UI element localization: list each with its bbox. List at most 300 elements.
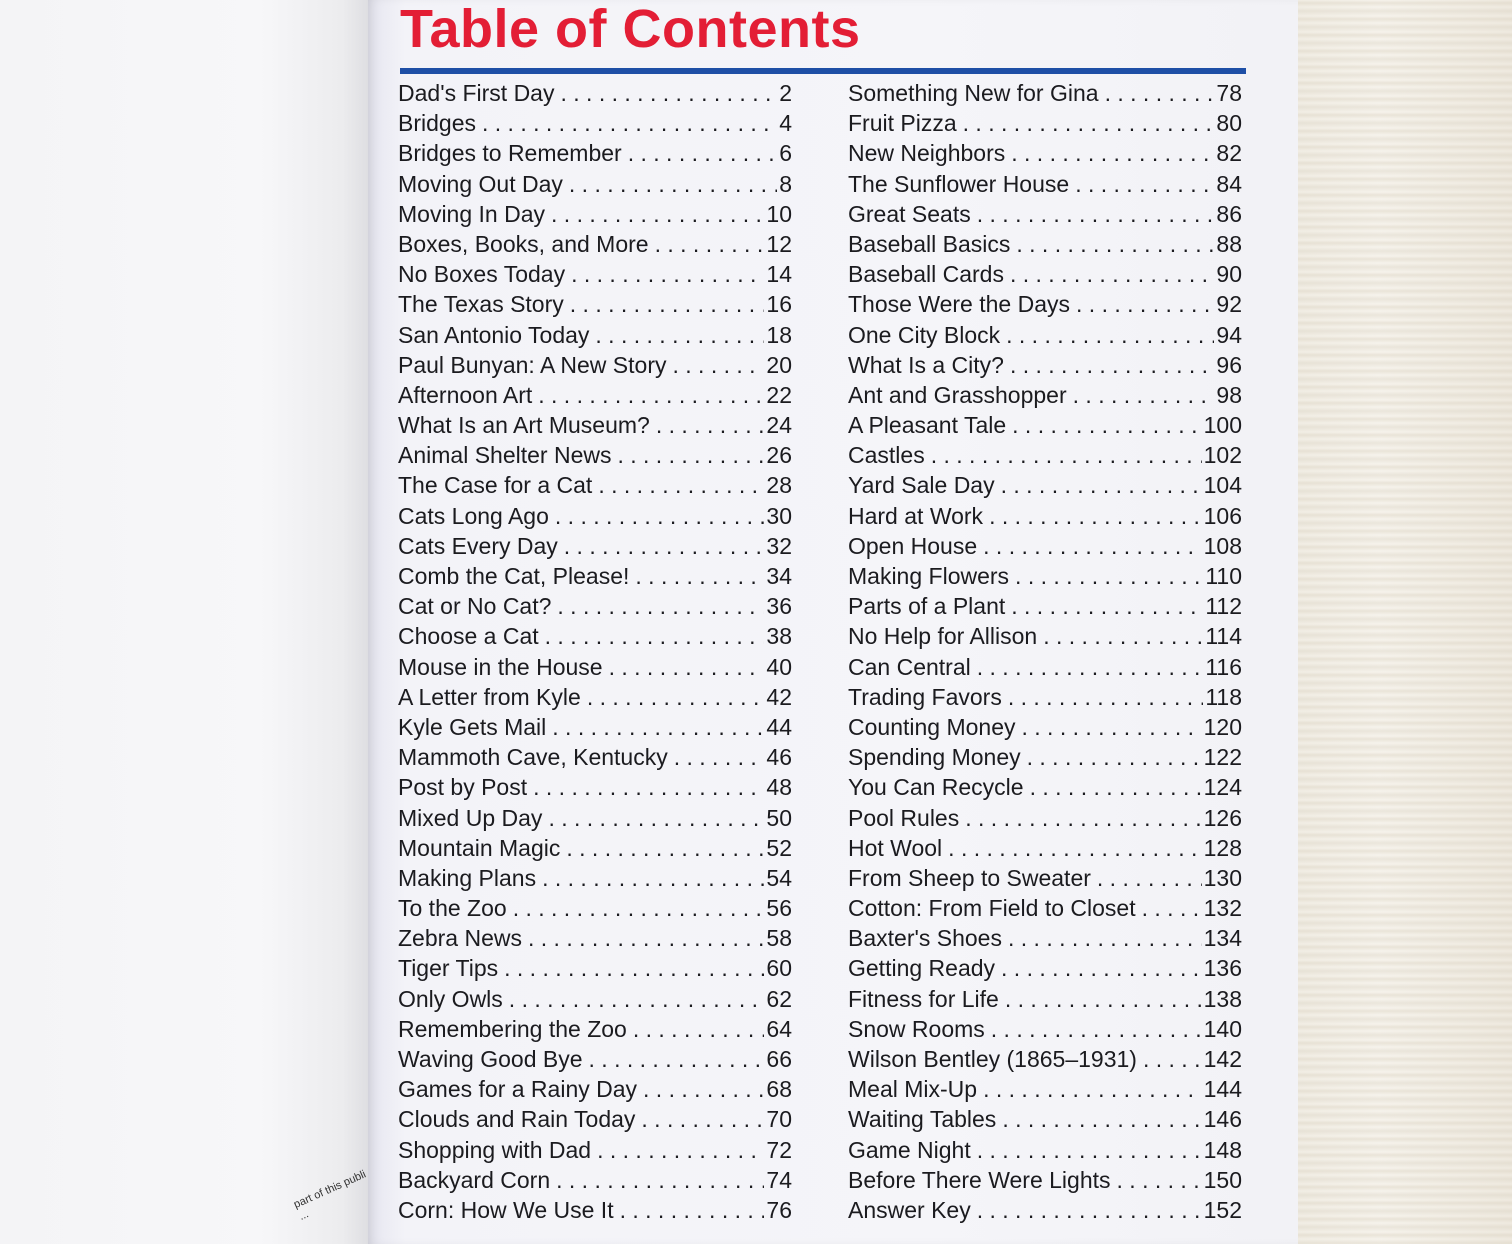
toc-entry-page-number: 134 xyxy=(1203,925,1242,952)
toc-entry-page-number: 52 xyxy=(766,834,792,861)
toc-entry-title: Bridges to Remember xyxy=(398,140,622,167)
toc-entry xyxy=(398,412,792,442)
toc-entry-title: Kyle Gets Mail xyxy=(398,713,547,740)
toc-dot-leader xyxy=(1043,623,1203,650)
toc-entry-page-number: 150 xyxy=(1203,1166,1242,1193)
toc-dot-leader xyxy=(587,684,765,711)
toc-dot-leader xyxy=(566,835,764,862)
toc-entry xyxy=(398,1197,792,1227)
toc-entry-title: Answer Key xyxy=(848,1196,971,1223)
toc-entry-page-number: 14 xyxy=(766,261,792,288)
toc-entry xyxy=(398,835,792,865)
toc-entry xyxy=(848,1046,1242,1076)
toc-entry xyxy=(848,1106,1242,1136)
toc-entry-title: Animal Shelter News xyxy=(398,442,612,469)
toc-entry-title: Open House xyxy=(848,532,978,559)
toc-entry xyxy=(848,412,1242,442)
toc-entry-page-number: 38 xyxy=(766,623,792,650)
toc-entry xyxy=(848,955,1242,985)
toc-entry xyxy=(848,1016,1242,1046)
toc-entry-page-number: 116 xyxy=(1205,653,1242,680)
toc-entry xyxy=(398,955,792,985)
toc-entry-page-number: 142 xyxy=(1203,1046,1242,1072)
toc-dot-leader xyxy=(570,291,765,318)
toc-entry-page-number: 76 xyxy=(766,1196,792,1223)
toc-dot-leader xyxy=(1143,1046,1202,1073)
toc-entry-page-number: 148 xyxy=(1203,1136,1242,1163)
toc-entry-page-number: 100 xyxy=(1203,412,1242,439)
toc-entry-title: No Help for Allison xyxy=(848,623,1038,650)
toc-entry xyxy=(398,503,792,533)
toc-entry xyxy=(398,201,792,231)
toc-entry-page-number: 126 xyxy=(1203,804,1242,831)
toc-dot-leader xyxy=(977,1197,1202,1224)
toc-entry-page-number: 98 xyxy=(1216,381,1242,408)
toc-dot-leader xyxy=(983,533,1201,560)
toc-entry-title: Making Plans xyxy=(398,864,537,891)
toc-entry xyxy=(848,835,1242,865)
toc-entry xyxy=(848,986,1242,1016)
toc-entry-page-number: 72 xyxy=(766,1136,792,1163)
toc-dot-leader xyxy=(555,503,765,530)
toc-dot-leader xyxy=(1011,593,1203,620)
toc-entry xyxy=(848,291,1242,321)
toc-entry-page-number: 22 xyxy=(766,381,792,408)
left-page xyxy=(0,0,372,1244)
toc-entry-page-number: 6 xyxy=(779,140,792,167)
toc-entry-title: Can Central xyxy=(848,653,971,680)
toc-entry-page-number: 2 xyxy=(779,80,792,106)
toc-dot-leader xyxy=(589,1046,765,1073)
toc-dot-leader xyxy=(569,171,777,198)
toc-entry xyxy=(398,593,792,623)
toc-entry xyxy=(848,503,1242,533)
toc-entry-page-number: 136 xyxy=(1203,955,1242,982)
toc-dot-leader xyxy=(513,895,765,922)
toc-entry-page-number: 32 xyxy=(766,532,792,559)
toc-entry-page-number: 122 xyxy=(1203,744,1242,771)
toc-entry-title: Fitness for Life xyxy=(848,985,999,1012)
toc-entry xyxy=(848,623,1242,653)
toc-entry-title: A Pleasant Tale xyxy=(848,412,1007,439)
toc-entry-title: Tiger Tips xyxy=(398,955,499,982)
toc-entry-page-number: 12 xyxy=(766,230,792,257)
toc-dot-leader xyxy=(509,986,765,1013)
toc-entry-title: Corn: How We Use It xyxy=(398,1196,614,1223)
toc-dot-leader xyxy=(948,835,1201,862)
toc-entry xyxy=(398,986,792,1016)
toc-dot-leader xyxy=(977,201,1215,228)
toc-entry-title: Moving In Day xyxy=(398,200,546,227)
toc-entry-title: Baseball Cards xyxy=(848,261,1004,288)
toc-dot-leader xyxy=(977,654,1204,681)
toc-entry-page-number: 106 xyxy=(1203,502,1242,529)
toc-dot-leader xyxy=(482,110,777,137)
toc-entry xyxy=(848,865,1242,895)
toc-entry xyxy=(398,1046,792,1076)
toc-entry-title: San Antonio Today xyxy=(398,321,590,348)
toc-entry-page-number: 60 xyxy=(766,955,792,982)
toc-dot-leader xyxy=(1005,986,1202,1013)
toc-entry-page-number: 46 xyxy=(766,744,792,771)
toc-entry-title: Clouds and Rain Today xyxy=(398,1106,636,1133)
toc-entry-title: Post by Post xyxy=(398,774,528,801)
wooden-table-surface xyxy=(1290,0,1512,1244)
toc-dot-leader xyxy=(617,442,764,469)
toc-dot-leader xyxy=(1012,412,1201,439)
fineprint-line: ... xyxy=(297,1208,311,1223)
toc-entry-title: Shopping with Dad xyxy=(398,1136,592,1163)
toc-entry-page-number: 24 xyxy=(766,412,792,439)
toc-column-right xyxy=(848,80,1242,1227)
toc-dot-leader xyxy=(1011,140,1214,167)
toc-entry xyxy=(848,805,1242,835)
toc-dot-leader xyxy=(533,774,764,801)
toc-dot-leader xyxy=(673,352,765,379)
toc-entry-page-number: 50 xyxy=(766,804,792,831)
toc-entry xyxy=(398,805,792,835)
toc-entry-page-number: 62 xyxy=(766,985,792,1012)
toc-entry xyxy=(848,442,1242,472)
toc-dot-leader xyxy=(609,654,765,681)
left-page-fineprint xyxy=(292,1168,374,1223)
toc-entry xyxy=(398,1076,792,1106)
toc-dot-leader xyxy=(552,714,764,741)
toc-entry-title: Yard Sale Day xyxy=(848,472,995,499)
page-title: Table of Contents xyxy=(400,0,861,59)
toc-entry-title: The Texas Story xyxy=(398,291,564,318)
toc-entry-page-number: 8 xyxy=(779,170,792,197)
toc-dot-leader xyxy=(556,1167,764,1194)
toc-dot-leader xyxy=(560,80,777,107)
toc-entry-title: Before There Were Lights xyxy=(848,1166,1111,1193)
toc-dot-leader xyxy=(1075,171,1214,198)
toc-entry-title: Getting Ready xyxy=(848,955,996,982)
toc-entry xyxy=(848,171,1242,201)
toc-entry-title: Baxter's Shoes xyxy=(848,925,1002,952)
toc-dot-leader xyxy=(1022,714,1202,741)
toc-dot-leader xyxy=(538,382,764,409)
toc-dot-leader xyxy=(620,1197,765,1224)
toc-entry-title: Only Owls xyxy=(398,985,503,1012)
toc-entry-page-number: 144 xyxy=(1203,1076,1242,1103)
toc-entry-title: Hot Wool xyxy=(848,834,943,861)
toc-dot-leader xyxy=(1001,472,1202,499)
toc-dot-leader xyxy=(1027,744,1202,771)
toc-dot-leader xyxy=(656,412,765,439)
toc-entry xyxy=(848,925,1242,955)
toc-entry xyxy=(848,322,1242,352)
toc-entry xyxy=(398,744,792,774)
toc-page xyxy=(368,0,1298,1244)
toc-dot-leader xyxy=(597,1137,764,1164)
toc-entry-title: Boxes, Books, and More xyxy=(398,230,649,257)
toc-entry xyxy=(848,261,1242,291)
toc-entry-title: Bridges xyxy=(398,110,476,137)
toc-dot-leader xyxy=(528,925,764,952)
toc-entry xyxy=(398,654,792,684)
toc-entry xyxy=(848,201,1242,231)
toc-entry xyxy=(848,110,1242,140)
toc-entry xyxy=(848,774,1242,804)
toc-entry-page-number: 102 xyxy=(1203,442,1242,469)
toc-entry-title: Baseball Basics xyxy=(848,230,1011,257)
toc-entry-page-number: 10 xyxy=(766,200,792,227)
toc-entry-page-number: 64 xyxy=(766,1015,792,1042)
toc-entry xyxy=(398,382,792,412)
toc-entry-title: You Can Recycle xyxy=(848,774,1024,801)
toc-entry-title: Cotton: From Field to Closet xyxy=(848,895,1136,922)
toc-dot-leader xyxy=(551,201,764,228)
toc-entry-title: Comb the Cat, Please! xyxy=(398,563,630,589)
toc-entry xyxy=(398,774,792,804)
toc-entry-page-number: 86 xyxy=(1216,200,1242,227)
toc-entry-page-number: 26 xyxy=(766,442,792,469)
toc-entry-page-number: 90 xyxy=(1216,261,1242,288)
toc-entry-page-number: 82 xyxy=(1216,140,1242,167)
toc-entry-page-number: 146 xyxy=(1203,1106,1242,1133)
toc-entry-title: Pool Rules xyxy=(848,804,960,831)
toc-entry-title: Parts of a Plant xyxy=(848,593,1006,620)
toc-dot-leader xyxy=(1076,291,1214,318)
toc-entry xyxy=(398,684,792,714)
toc-entry-title: To the Zoo xyxy=(398,895,507,922)
toc-entry-page-number: 104 xyxy=(1203,472,1242,499)
toc-entry xyxy=(398,110,792,140)
toc-dot-leader xyxy=(991,1016,1202,1043)
toc-entry-title: Fruit Pizza xyxy=(848,110,957,137)
toc-entry-title: Castles xyxy=(848,442,925,469)
toc-dot-leader xyxy=(633,1016,765,1043)
toc-entry-page-number: 42 xyxy=(766,683,792,710)
toc-dot-leader xyxy=(598,472,764,499)
toc-entry-page-number: 66 xyxy=(766,1046,792,1072)
toc-entry xyxy=(398,261,792,291)
toc-entry-title: Ant and Grasshopper xyxy=(848,381,1067,408)
toc-entry-page-number: 112 xyxy=(1205,593,1242,620)
toc-entry-title: Moving Out Day xyxy=(398,170,563,197)
toc-dot-leader xyxy=(1015,563,1203,590)
toc-entry xyxy=(398,231,792,261)
toc-entry-title: Those Were the Days xyxy=(848,291,1071,318)
toc-entry-title: Choose a Cat xyxy=(398,623,539,650)
toc-entry-title: Mouse in the House xyxy=(398,653,603,680)
toc-dot-leader xyxy=(564,533,765,560)
toc-entry xyxy=(848,1076,1242,1106)
toc-entry-page-number: 138 xyxy=(1203,985,1242,1012)
toc-entry-title: Mammoth Cave, Kentucky xyxy=(398,744,668,771)
toc-dot-leader xyxy=(1001,955,1202,982)
toc-entry xyxy=(848,1197,1242,1227)
fineprint-line: part of this publi xyxy=(292,1168,368,1211)
toc-entry-title: Paul Bunyan: A New Story xyxy=(398,351,667,378)
toc-entry-title: New Neighbors xyxy=(848,140,1006,167)
toc-dot-leader xyxy=(1105,80,1215,107)
toc-entry-title: Afternoon Art xyxy=(398,381,533,408)
toc-entry xyxy=(398,171,792,201)
toc-dot-leader xyxy=(1142,895,1202,922)
toc-entry xyxy=(398,895,792,925)
toc-entry-page-number: 56 xyxy=(766,895,792,922)
toc-entry-page-number: 58 xyxy=(766,925,792,952)
toc-entry-page-number: 30 xyxy=(766,502,792,529)
toc-entry-title: What Is a City? xyxy=(848,351,1004,378)
toc-entry-title: Cats Every Day xyxy=(398,532,558,559)
toc-entry xyxy=(848,714,1242,744)
toc-entry xyxy=(398,140,792,170)
toc-entry xyxy=(398,80,792,110)
toc-entry-title: Snow Rooms xyxy=(848,1015,985,1042)
toc-entry-title: Waiting Tables xyxy=(848,1106,997,1133)
toc-column-left xyxy=(398,80,792,1227)
toc-entry xyxy=(398,322,792,352)
toc-dot-leader xyxy=(1008,684,1204,711)
toc-dot-leader xyxy=(557,593,764,620)
toc-entry-page-number: 120 xyxy=(1203,713,1242,740)
toc-dot-leader xyxy=(548,805,764,832)
toc-entry xyxy=(848,140,1242,170)
toc-entry xyxy=(398,472,792,502)
toc-entry xyxy=(848,80,1242,110)
toc-dot-leader xyxy=(983,1076,1202,1103)
toc-entry xyxy=(398,291,792,321)
toc-entry-page-number: 20 xyxy=(766,351,792,378)
toc-entry-page-number: 92 xyxy=(1216,291,1242,318)
toc-entry xyxy=(848,654,1242,684)
toc-entry-title: Dad's First Day xyxy=(398,80,555,106)
toc-entry-title: A Letter from Kyle xyxy=(398,683,581,710)
toc-entry xyxy=(848,593,1242,623)
toc-entry-page-number: 118 xyxy=(1205,683,1242,710)
toc-dot-leader xyxy=(1117,1167,1202,1194)
toc-dot-leader xyxy=(545,623,765,650)
toc-entry-page-number: 78 xyxy=(1216,80,1242,106)
toc-entry xyxy=(398,442,792,472)
toc-entry-page-number: 94 xyxy=(1216,321,1242,348)
toc-entry-page-number: 108 xyxy=(1203,532,1242,559)
toc-dot-leader xyxy=(635,563,764,590)
toc-dot-leader xyxy=(1006,322,1214,349)
toc-entry xyxy=(848,533,1242,563)
toc-dot-leader xyxy=(674,744,765,771)
toc-entry xyxy=(848,563,1242,593)
toc-entry xyxy=(848,684,1242,714)
toc-entry-title: Trading Favors xyxy=(848,683,1002,710)
toc-entry-page-number: 40 xyxy=(766,653,792,680)
toc-entry xyxy=(398,865,792,895)
toc-entry-title: Spending Money xyxy=(848,744,1021,771)
toc-entry-page-number: 152 xyxy=(1203,1196,1242,1223)
toc-entry xyxy=(848,472,1242,502)
toc-dot-leader xyxy=(1016,231,1214,258)
toc-entry xyxy=(398,1016,792,1046)
toc-entry-page-number: 88 xyxy=(1216,230,1242,257)
toc-entry-title: Games for a Rainy Day xyxy=(398,1076,638,1103)
toc-entry xyxy=(848,744,1242,774)
toc-dot-leader xyxy=(977,1137,1202,1164)
toc-dot-leader xyxy=(595,322,764,349)
toc-entry-title: Cats Long Ago xyxy=(398,502,549,529)
toc-dot-leader xyxy=(655,231,765,258)
toc-entry xyxy=(398,533,792,563)
toc-dot-leader xyxy=(931,442,1202,469)
toc-entry-page-number: 124 xyxy=(1203,774,1242,801)
toc-entry-title: Waving Good Bye xyxy=(398,1046,583,1072)
toc-entry xyxy=(398,1137,792,1167)
toc-entry xyxy=(848,1137,1242,1167)
toc-entry-page-number: 114 xyxy=(1205,623,1242,650)
toc-entry xyxy=(398,1106,792,1136)
toc-dot-leader xyxy=(1073,382,1215,409)
toc-entry xyxy=(398,563,792,593)
toc-entry-page-number: 16 xyxy=(766,291,792,318)
toc-dot-leader xyxy=(1010,352,1214,379)
toc-entry-page-number: 44 xyxy=(766,713,792,740)
toc-dot-leader xyxy=(542,865,764,892)
toc-entry-page-number: 68 xyxy=(766,1076,792,1103)
toc-entry-page-number: 80 xyxy=(1216,110,1242,137)
toc-entry xyxy=(848,895,1242,925)
toc-entry xyxy=(848,1167,1242,1197)
toc-entry-page-number: 128 xyxy=(1203,834,1242,861)
toc-dot-leader xyxy=(643,1076,764,1103)
toc-entry xyxy=(398,1167,792,1197)
toc-entry-page-number: 96 xyxy=(1216,351,1242,378)
toc-dot-leader xyxy=(571,261,764,288)
toc-entry-title: No Boxes Today xyxy=(398,261,566,288)
toc-dot-leader xyxy=(504,955,764,982)
toc-entry-title: Something New for Gina xyxy=(848,80,1099,106)
toc-entry-title: Mountain Magic xyxy=(398,834,561,861)
toc-entry-title: Meal Mix-Up xyxy=(848,1076,978,1103)
toc-entry-page-number: 34 xyxy=(766,563,792,589)
toc-entry xyxy=(398,623,792,653)
toc-entry-title: Counting Money xyxy=(848,713,1016,740)
toc-entry xyxy=(398,352,792,382)
toc-dot-leader xyxy=(1097,865,1202,892)
toc-entry-page-number: 54 xyxy=(766,864,792,891)
toc-dot-leader xyxy=(989,503,1202,530)
toc-entry xyxy=(848,352,1242,382)
toc-dot-leader xyxy=(1010,261,1214,288)
toc-entry-title: Backyard Corn xyxy=(398,1166,551,1193)
toc-entry-page-number: 48 xyxy=(766,774,792,801)
toc-entry-title: Wilson Bentley (1865–1931) xyxy=(848,1046,1137,1072)
toc-entry-page-number: 84 xyxy=(1216,170,1242,197)
toc-entry-page-number: 132 xyxy=(1203,895,1242,922)
title-divider xyxy=(400,68,1246,74)
toc-entry-page-number: 36 xyxy=(766,593,792,620)
toc-entry-title: One City Block xyxy=(848,321,1001,348)
toc-dot-leader xyxy=(1030,774,1202,801)
toc-entry-title: Remembering the Zoo xyxy=(398,1015,627,1042)
toc-entry-page-number: 140 xyxy=(1203,1015,1242,1042)
toc-entry-title: Great Seats xyxy=(848,200,971,227)
toc-entry-page-number: 28 xyxy=(766,472,792,499)
toc-entry-title: Cat or No Cat? xyxy=(398,593,552,620)
toc-dot-leader xyxy=(1002,1106,1201,1133)
toc-entry-title: Game Night xyxy=(848,1136,971,1163)
toc-entry-title: The Case for a Cat xyxy=(398,472,593,499)
toc-entry xyxy=(398,925,792,955)
toc-entry-page-number: 74 xyxy=(766,1166,792,1193)
toc-entry-title: What Is an Art Museum? xyxy=(398,412,650,439)
toc-entry-page-number: 4 xyxy=(779,110,792,137)
toc-dot-leader xyxy=(963,110,1215,137)
toc-entry xyxy=(848,231,1242,261)
toc-entry-page-number: 110 xyxy=(1205,563,1242,589)
toc-dot-leader xyxy=(1008,925,1202,952)
